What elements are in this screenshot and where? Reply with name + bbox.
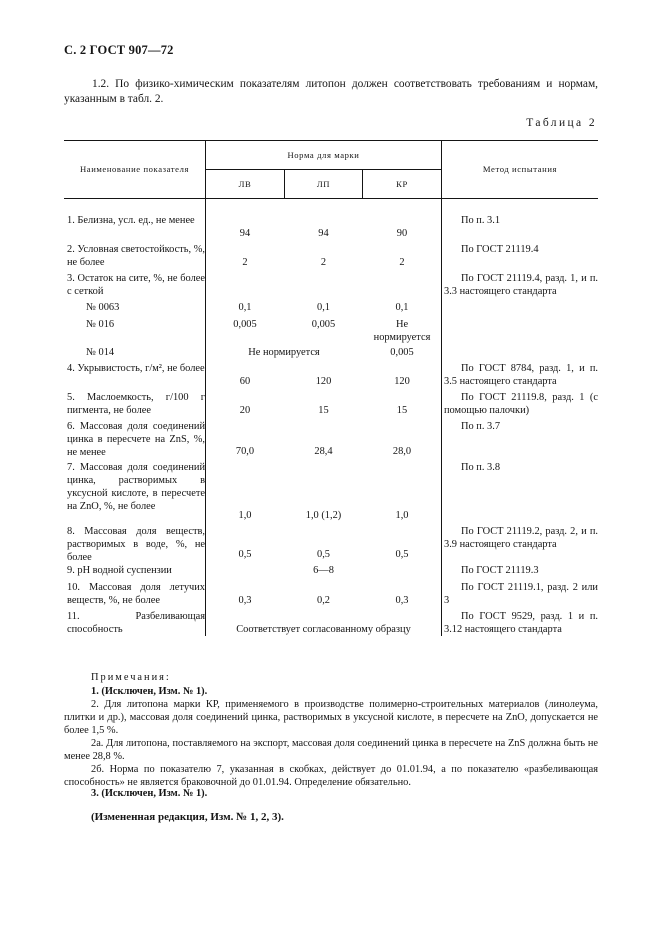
row-2-kr: 2 bbox=[399, 257, 405, 268]
row-8-method: По ГОСТ 21119.2, разд. 2, и п. 3.9 настоящего стандарта bbox=[444, 526, 598, 550]
row-2-method: По ГОСТ 21119.4 bbox=[461, 244, 539, 255]
row-2-lp: 2 bbox=[320, 257, 327, 268]
page-header: С. 2 ГОСТ 907—72 bbox=[64, 43, 174, 57]
row-10-kr: 0,3 bbox=[395, 595, 409, 606]
table-col-divider bbox=[441, 140, 442, 636]
note-2b: 2б. Норма по показателю 7, указанная в скобках, действует до 01.01.94, а по показателю «разбеливающая способность» не является браковочной до 01.01.94. Определение обязательно. bbox=[64, 764, 598, 788]
table-header-bottom-rule bbox=[64, 198, 598, 199]
row-1-method: По п. 3.1 bbox=[461, 215, 501, 226]
row-4-method: По ГОСТ 8784, разд. 1, и п. 3.5 настоящего стандарта bbox=[444, 363, 598, 387]
row-9-name: 9. pH водной суспензии bbox=[67, 565, 172, 576]
row-1-lp: 94 bbox=[318, 228, 329, 239]
intro-paragraph: 1.2. По физико-химическим показателям литопон должен соответствовать требованиям и нормам, указанным в табл. 2. bbox=[64, 78, 598, 105]
row-sieve-0063-name: № 0063 bbox=[86, 302, 120, 313]
row-2-lv: 2 bbox=[242, 257, 248, 268]
note-2a: 2а. Для литопона, поставляемого на экспорт, массовая доля соединений цинка в пересчете на ZnS должна быть не менее 28,8 %. bbox=[64, 738, 598, 762]
note-1: 1. (Исключен, Изм. № 1). bbox=[91, 686, 208, 697]
row-10-name: 10. Массовая доля летучих веществ, %, не более bbox=[67, 582, 205, 606]
row-8-name: 8. Массовая доля веществ, растворимых в воде, %, не более bbox=[67, 526, 205, 563]
row-6-name: 6. Массовая доля соединений цинка в пересчете на ZnS, %, не менее bbox=[67, 421, 205, 458]
row-sieve-0063-lp: 0,1 bbox=[317, 302, 330, 313]
row-5-lv: 20 bbox=[239, 405, 251, 416]
row-7-method: По п. 3.8 bbox=[461, 462, 501, 473]
row-sieve-0063-kr: 0,1 bbox=[395, 302, 409, 313]
row-9-method: По ГОСТ 21119.3 bbox=[461, 565, 539, 576]
row-3-method: По ГОСТ 21119.4, разд. 1, и п. 3.3 настоящего стандарта bbox=[444, 273, 598, 297]
row-9-merged: 6—8 bbox=[313, 565, 334, 576]
note-2: 2. Для литопона марки КР, применяемого в производстве полимерно-строительных материалов (линолеума, плитки и др.), массовая доля соединений цинка, растворимых в уксусной кислоте, в пересчете на ZnO, допускается не более 1,5 %. bbox=[64, 699, 598, 736]
row-sieve-016-lv: 0,005 bbox=[233, 319, 257, 330]
row-5-kr: 15 bbox=[396, 405, 408, 416]
row-8-lv: 0,5 bbox=[238, 549, 252, 560]
header-name: Наименование показателя bbox=[79, 164, 190, 174]
row-6-lv: 70,0 bbox=[235, 446, 255, 457]
row-7-lp: 1,0 (1,2) bbox=[305, 510, 342, 521]
amendment-footer: (Измененная редакция, Изм. № 1, 2, 3). bbox=[91, 811, 284, 823]
row-5-name: 5. Маслоемкость, г/100 г пигмента, не более bbox=[67, 392, 205, 416]
row-10-lp: 0,2 bbox=[317, 595, 330, 606]
row-3-name: 3. Остаток на сите, %, не более с сеткой bbox=[67, 273, 205, 297]
row-sieve-016-lp: 0,005 bbox=[311, 319, 336, 330]
row-11-merged: Соответствует согласованному образцу bbox=[236, 624, 411, 635]
row-1-lv: 94 bbox=[239, 228, 251, 239]
header-grade-lp: ЛП bbox=[316, 179, 331, 189]
table-top-rule bbox=[64, 140, 598, 141]
header-method: Метод испытания bbox=[482, 164, 558, 174]
table-grade-rule bbox=[206, 169, 441, 170]
row-sieve-014-name: № 014 bbox=[86, 347, 115, 358]
row-4-lp: 120 bbox=[315, 376, 332, 387]
row-11-name: 11. Разбеливающая способность bbox=[67, 611, 205, 635]
row-7-lv: 1,0 bbox=[238, 510, 252, 521]
row-2-name: 2. Условная светостойкость, %, не более bbox=[67, 244, 205, 268]
row-7-name: 7. Массовая доля соединений цинка, растворимых в уксусной кислоте, в пересчете на ZnO, %, не более bbox=[67, 462, 205, 512]
row-sieve-0063-lv: 0,1 bbox=[238, 302, 252, 313]
row-7-kr: 1,0 bbox=[395, 510, 409, 521]
row-6-kr: 28,0 bbox=[392, 446, 412, 457]
table-caption: Таблица 2 bbox=[526, 117, 597, 129]
row-4-name: 4. Укрывистость, г/м², не более bbox=[67, 363, 205, 374]
row-10-method: По ГОСТ 21119.1, разд. 2 или 3 bbox=[444, 582, 598, 606]
row-5-method: По ГОСТ 21119.8, разд. 1 (с помощью палочки) bbox=[444, 392, 598, 416]
row-5-lp: 15 bbox=[318, 405, 329, 416]
row-sieve-014-kr: 0,005 bbox=[390, 347, 414, 358]
row-sieve-016-name: № 016 bbox=[86, 319, 115, 330]
note-3: 3. (Исключен, Изм. № 1). bbox=[91, 788, 208, 799]
row-4-lv: 60 bbox=[239, 376, 251, 387]
row-sieve-016-kr: Не нормируется bbox=[373, 319, 431, 343]
header-grade-lv: ЛВ bbox=[238, 179, 252, 189]
row-1-kr: 90 bbox=[396, 228, 408, 239]
row-8-kr: 0,5 bbox=[395, 549, 409, 560]
row-4-kr: 120 bbox=[394, 376, 410, 387]
notes-title: Примечания: bbox=[91, 672, 171, 683]
table-col-divider bbox=[205, 140, 206, 636]
row-10-lv: 0,3 bbox=[238, 595, 252, 606]
row-11-method: По ГОСТ 9529, разд. 1 и п. 3.12 настоящего стандарта bbox=[444, 611, 598, 635]
header-grade-kr: КР bbox=[396, 179, 408, 189]
row-1-name: 1. Белизна, усл. ед., не менее bbox=[67, 215, 195, 226]
row-8-lp: 0,5 bbox=[317, 549, 330, 560]
row-sieve-014-merged: Не нормируется bbox=[248, 347, 320, 358]
header-norm: Норма для марки bbox=[287, 150, 360, 160]
row-6-lp: 28,4 bbox=[314, 446, 333, 457]
row-6-method: По п. 3.7 bbox=[461, 421, 501, 432]
